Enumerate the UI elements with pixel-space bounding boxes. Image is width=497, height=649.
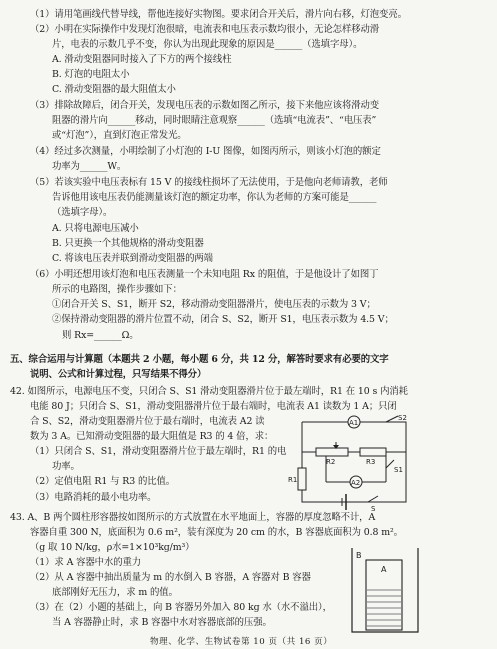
q41-option-c: C. 将该电压表并联到滑动变阻器的两端 — [52, 253, 213, 264]
q42-stem: 数为 3 A。已知滑动变阻器的最大阻值是 R3 的 4 倍，求： — [30, 431, 274, 442]
resistor-r3 — [360, 448, 386, 456]
circuit-diagram — [286, 412, 416, 512]
container-diagram — [348, 544, 422, 636]
q41-part2-cont: 片，电表的示数几乎不变，你认为出现此现象的原因是______（选填字母）。 — [52, 39, 363, 50]
label-r1: R1 — [288, 476, 298, 484]
q43-given: （g 取 10 N/kg，ρ水=1×10³kg/m³） — [30, 542, 195, 553]
label-r3: R3 — [366, 458, 376, 466]
q42-part1: （1）只闭合 S、S1，滑动变阻器滑片位于最左端时，R1 的电 — [30, 446, 287, 457]
q41-part3-cont: 或“灯泡”），直到灯泡正常发光。 — [52, 130, 187, 141]
q41-step2: ②保持滑动变阻器的滑片位置不动，闭合 S、S2，断开 S1，电压表示数为 4.5 V； — [52, 314, 394, 325]
q42-stem: 电能 80 J；只闭合 S、S1，滑动变阻器滑片位于最右端时，电流表 A1 读数为 1 A；只闭 — [30, 401, 397, 412]
q41-part1: （1）请用笔画线代替导线，帮他连接好实物图。要求闭合开关后，滑片向右移，灯泡变亮。 — [30, 9, 407, 20]
q42-part1-cont: 功率。 — [52, 461, 80, 472]
label-a2: A2 — [351, 479, 361, 487]
q43-part3: （3）在（2）小题的基础上，向 B 容器另外加入 80 kg 水（水不溢出）， — [30, 602, 332, 613]
switch-s1 — [386, 460, 394, 468]
q41-step1: ①闭合开关 S、S1，断开 S2，移动滑动变阻器滑片，使电压表的示数为 3 V； — [52, 299, 376, 310]
q41-part3-cont: 阻器的滑片向______移动，同时眼睛注意观察______（选填“电流表”、“电压表” — [52, 115, 377, 126]
q41-option-b: B. 只更换一个其他规格的滑动变阻器 — [52, 238, 204, 249]
q43-stem: 43. A、B 两个圆柱形容器按如图所示的方式放置在水平地面上，容器的厚度忽略不计，A — [10, 512, 376, 523]
q41-part3: （3）排除故障后，闭合开关，发现电压表的示数如图乙所示，接下来他应该将滑动变 — [30, 100, 380, 111]
q41-part2: （2）小明在实际操作中发现灯泡很暗，电流表和电压表示数均很小，无论怎样移动滑 — [30, 24, 380, 35]
label-a1: A1 — [349, 419, 359, 427]
q41-option-b: B. 灯泡的电阻太小 — [52, 69, 130, 80]
switch-s2 — [386, 416, 398, 422]
label-s: S — [371, 505, 376, 513]
q41-part4: （4）经过多次测量，小明绘制了小灯泡的 I-U 图像，如图丙所示，则该小灯泡的额定 — [30, 146, 381, 157]
resistor-r1 — [298, 468, 306, 490]
q43-part1: （1）求 A 容器中水的重力 — [30, 557, 142, 568]
switch-s — [368, 496, 378, 502]
q41-part5-cont: 告诉他用该电压表仍能测量该灯泡的额定功率，你认为老师的方案可能是______ — [52, 192, 377, 203]
section-heading: 五、综合运用与计算题（本题共 2 小题，每小题 6 分，共 12 分，解答时要求有必要的文字 — [10, 354, 389, 365]
q42-stem: 合 S、S2，滑动变阻器滑片位于最右端时，电流表 A2 读 — [30, 416, 265, 427]
q41-part6-cont: 所示的电路图，操作步骤如下： — [52, 284, 182, 295]
q43-stem: 容器自重 300 N，底面积为 0.6 m²，装有深度为 20 cm 的水，B 容器底面积为 0.8 m²。 — [30, 527, 403, 538]
label-r2: R2 — [326, 458, 336, 466]
q43-part2-cont: 底部刚好无压力，求 m 的值。 — [52, 587, 178, 598]
q42-part3: （3）电路消耗的最小电功率。 — [30, 492, 157, 503]
resistor-r2 — [316, 448, 348, 456]
q43-part2: （2）从 A 容器中抽出质量为 m 的水倒入 B 容器，A 容器对 B 容器 — [30, 572, 311, 583]
q41-result: 则 Rx=______Ω。 — [62, 330, 139, 341]
q41-part6: （6）小明还想用该灯泡和电压表测量一个未知电阻 Rx 的阻值，于是他设计了如图丁 — [30, 269, 379, 280]
label-a: A — [381, 565, 387, 574]
q42-stem: 42. 如图所示，电源电压不变，只闭合 S、S1 滑动变阻器滑片位于最左端时，R1 在 10 s 内消耗 — [10, 386, 408, 397]
q41-option-c: C. 滑动变阻器的最大阻值太小 — [52, 84, 176, 95]
q41-option-a: A. 滑动变阻器同时接入了下方的两个接线柱 — [52, 54, 232, 65]
label-b: B — [356, 551, 362, 560]
q41-option-a: A. 只将电源电压减小 — [52, 223, 139, 234]
q41-part4-cont: 功率为______W。 — [52, 161, 127, 172]
section-heading-cont: 说明、公式和计算过程，只写结果不得分） — [30, 369, 207, 380]
label-s1: S1 — [394, 466, 403, 474]
page-footer: 物理、化学、生物试卷第 10 页（共 16 页） — [150, 637, 333, 647]
q41-part5-cont: （选填字母）。 — [52, 207, 113, 218]
q42-part2: （2）定值电阻 R1 与 R3 的比值。 — [30, 476, 176, 487]
q43-part3-cont: 当 A 容器静止时，求 B 容器中水对容器底部的压强。 — [52, 617, 272, 628]
label-s2: S2 — [398, 414, 407, 422]
q41-part5: （5）若该实验中电压表标有 15 V 的接线柱损坏了无法使用，于是他向老师请教，老师 — [30, 177, 388, 188]
